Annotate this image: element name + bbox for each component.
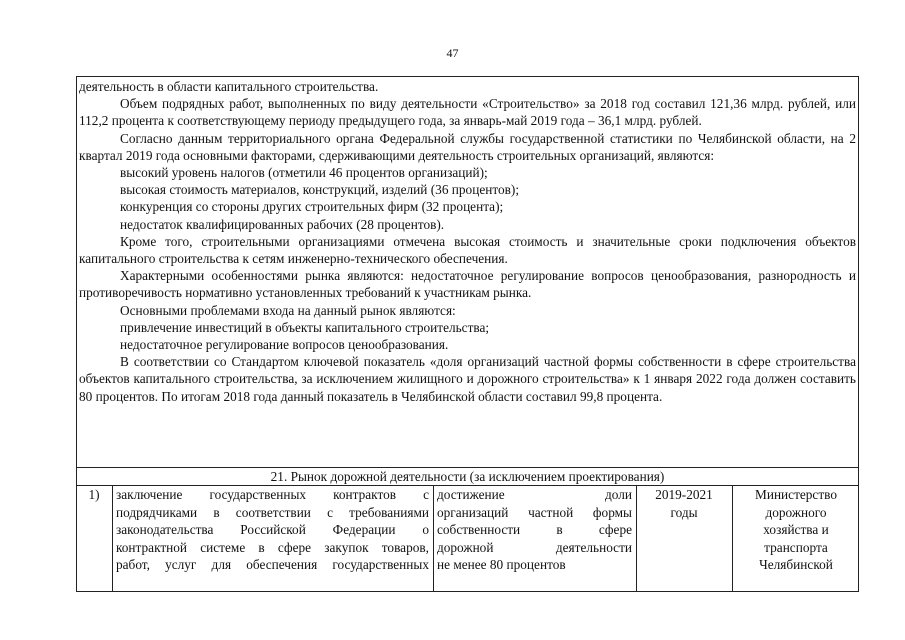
list-item: привлечение инвестиций в объекты капитального строительства;: [120, 319, 490, 335]
responsible-cell: Министерство дорожного хозяйства и транспорта Челябинской: [755, 487, 837, 573]
indicator-line: собственности в сфере: [437, 522, 632, 538]
measure-line: законодательства Российской Федерации о: [116, 522, 429, 538]
paragraph: деятельность в области капитального строительства.: [79, 79, 379, 94]
paragraph: В соответствии со Стандартом ключевой показатель «доля организаций частной формы собственности в сфере строительства объектов капитального строительства, за исключением жилищного и дорожного строительства» к 1 января 2022 года должен составить 80 процентов. По итогам 2018 года данный показатель в Челябинской области составил 99,8 процента.: [79, 354, 856, 404]
measure-line: заключение государственных контрактов с: [116, 487, 429, 502]
list-item: высокая стоимость материалов, конструкций, изделий (36 процентов);: [120, 182, 520, 198]
period-cell: 2019-2021 годы: [655, 487, 713, 520]
paragraph: Объем подрядных работ, выполненных по виду деятельности «Строительство» за 2018 год составил 121,36 млрд. рублей, или 112,2 процента к соответствующему периоду предыдущего года, за январь-май 2019 года – 36,1 млрд. рублей.: [79, 96, 856, 129]
indicator-line: достижение доли: [437, 487, 632, 502]
indicator-line: организаций частной формы: [437, 504, 632, 520]
measure-cell: [116, 486, 429, 574]
column-divider: [636, 485, 637, 592]
page-number: 47: [446, 46, 459, 60]
list-item: недостаточное регулирование вопросов ценообразования.: [120, 337, 449, 353]
measure-line: работ, услуг для обеспечения государственных: [116, 557, 429, 573]
row-number: 1): [88, 487, 100, 502]
column-divider: [112, 485, 113, 592]
indicator-line: не менее 80 процентов: [437, 557, 566, 573]
paragraph: Согласно данным территориального органа Федеральной службы государственной статистики по Челябинской области, на 2 квартал 2019 года основными факторами, сдерживающими деятельность строительных организаций, являются:: [79, 130, 856, 163]
indicator-line: дорожной деятельности: [437, 539, 632, 555]
paragraph: Характерными особенностями рынка являются: недостаточное регулирование вопросов ценообразования, разнородность и противоречивость нормативно установленных требований к участникам рынка.: [79, 268, 856, 301]
list-item: высокий уровень налогов (отметили 46 процентов организаций);: [120, 165, 488, 181]
list-item: недостаток квалифицированных рабочих (28 процентов).: [120, 216, 445, 232]
section-title: 21. Рынок дорожной деятельности (за исключением проектирования): [270, 469, 665, 484]
measure-line: подрядчиками в соответствии с требованиями: [116, 504, 429, 520]
paragraph: Кроме того, строительными организациями отмечена высокая стоимость и значительные сроки подключения объектов капитального строительства к сетям инженерно-технического обеспечения.: [79, 233, 856, 267]
column-divider: [732, 485, 733, 592]
indicator-cell: [437, 486, 632, 574]
paragraph: Основными проблемами входа на данный рынок являются:: [120, 302, 456, 318]
body-text: [79, 78, 856, 405]
list-item: конкуренция со стороны других строительных фирм (32 процента);: [120, 199, 504, 215]
measure-line: контрактной системе в сфере закупок товаров,: [116, 539, 429, 555]
column-divider: [433, 485, 434, 592]
